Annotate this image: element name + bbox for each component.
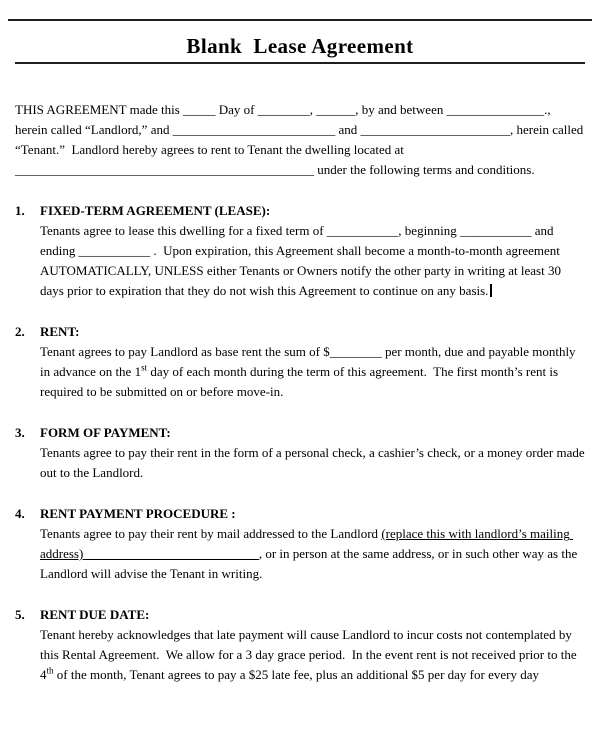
section-3-body: Tenants agree to pay their rent in the form of a personal check, a cashier’s check, or a money order made out to the Landlord.: [40, 445, 588, 480]
top-horizontal-rule: [8, 19, 592, 21]
section-5-superscript: th: [46, 665, 54, 676]
section-1-body: [40, 221, 585, 301]
section-4-body-pre: Tenants agree to pay their rent by mail addressed to the Landlord: [40, 526, 382, 541]
document-title: Blank Lease Agreement: [186, 34, 414, 58]
text-caret: [490, 284, 492, 297]
section-4-body: [40, 524, 585, 584]
intro-paragraph: THIS AGREEMENT made this _____ Day of ________, ______, by and between _______________., herein called “Landlord,” and _________________________ and _______________________, herein called “Tenant.” Landlord hereby agrees to rent to Tenant the dwelling located at ______________________________________________ under the following terms and conditions.: [15, 102, 587, 177]
section-2-body-pre: Tenant agrees to pay Landlord as base rent the sum of $________ per month, due and payable monthly in advance on the 1: [40, 344, 579, 379]
section-5-body-pre: Tenant hereby acknowledges that late payment will cause Landlord to incur costs not contemplated by this Rental Agreement. We allow for a 3 day grace period. In the event rent is not received prior to the 4: [40, 627, 580, 682]
section-2-heading: RENT:: [40, 324, 80, 339]
section-2-body-post: day of each month during the term of this agreement. The first month’s rent is required to be submitted on or before move-in.: [40, 364, 562, 399]
section-rent-due-date: [15, 605, 585, 685]
section-2-body: [40, 342, 585, 402]
section-5-body-post: of the month, Tenant agrees to pay a $25 late fee, plus an additional $5 per day for every day: [53, 667, 539, 682]
section-3-number: 3.: [15, 425, 25, 440]
section-3-heading: FORM OF PAYMENT:: [40, 425, 171, 440]
section-fixed-term: [15, 201, 585, 301]
section-2-superscript: st: [141, 362, 148, 373]
section-form-of-payment: [15, 423, 588, 483]
section-1-heading: FIXED-TERM AGREEMENT (LEASE):: [40, 203, 271, 218]
section-rent-payment-procedure: [15, 504, 585, 584]
section-4-number: 4.: [15, 506, 25, 521]
section-rent: [15, 322, 585, 402]
section-1-body-text: Tenants agree to lease this dwelling for a fixed term of ___________, beginning ___________ and ending ___________ . Upon expiration, this Agreement shall become a month-to-month agreement AUTOMATICALLY, UNLESS either Tenants or Owners notify the other party in writing at least 30 days prior to expiration that they do not wish this Agreement to continue on any basis.: [40, 223, 565, 298]
section-5-heading: RENT DUE DATE:: [40, 607, 150, 622]
section-4-underlined-blank: (replace this with landlord’s mailing address)___________________________: [40, 526, 574, 561]
section-1-number: 1.: [15, 203, 25, 218]
title-underline-rule: [15, 62, 585, 64]
section-4-heading: RENT PAYMENT PROCEDURE :: [40, 506, 236, 521]
section-4-body-post: , or in person at the same address, or in such other way as the Landlord will advise the Tenant in writing.: [40, 546, 581, 581]
section-2-number: 2.: [15, 324, 25, 339]
section-5-number: 5.: [15, 607, 25, 622]
section-5-body: [40, 625, 585, 685]
